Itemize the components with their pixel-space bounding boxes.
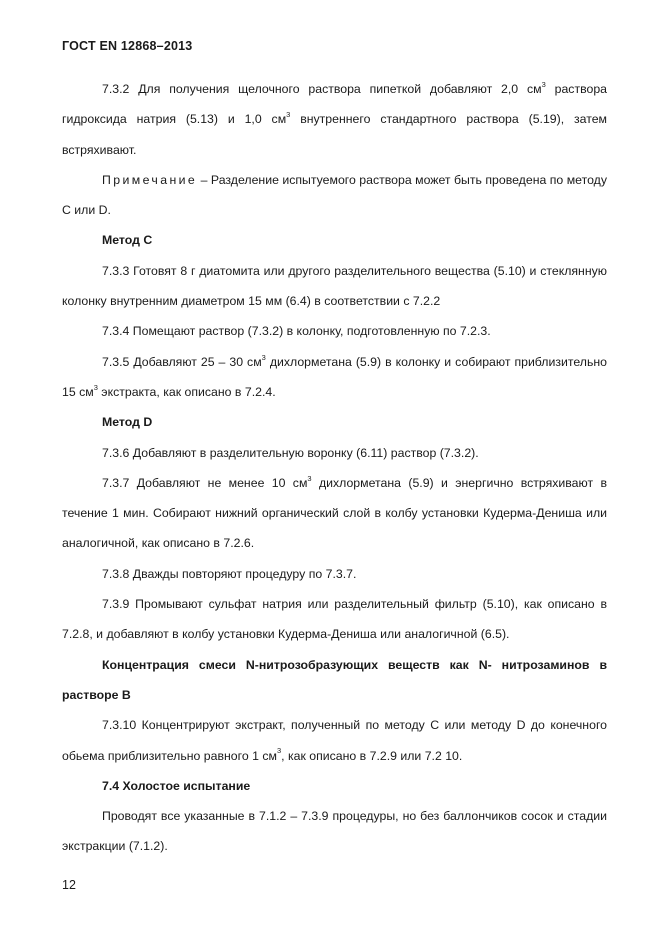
- heading-method-c: Метод C: [102, 233, 153, 248]
- document-header: ГОСТ EN 12868–2013: [62, 39, 193, 53]
- paragraph-7-3-10: 7.3.10 Концентрируют экстракт, полученный по методу C или методу D до конечного обьема приблизительно равного 1 $см^3$, как описано в 7.2.9 или 7.2 10.: [62, 718, 607, 763]
- heading-method-d: Метод D: [102, 415, 153, 430]
- paragraph-7-3-4: 7.3.4 Помещают раствор (7.3.2) в колонку, подготовленную по 7.2.3.: [102, 324, 491, 339]
- page-number: 12: [62, 878, 76, 892]
- paragraph-7-3-8: 7.3.8 Дважды повторяют процедуру по 7.3.7.: [102, 566, 357, 581]
- note-paragraph: Примечание – Разделение испытуемого раствора может быть проведена по методу C или D.: [62, 172, 607, 218]
- paragraph-7-3-7: 7.3.7 Добавляют не менее 10 $см^3$ дихлорметана (5.9) и энергично встряхивают в течение 1 мин. Собирают нижний органический слой в колбу установки Кудерма-Дениша или аналогичной, как описано в 7.2.6.: [62, 473, 607, 551]
- paragraph-7-3-2: 7.3.2 Для получения щелочного раствора пипеткой добавляют 2,0 $см^3$ раствора гидроксида натрия (5.13) и 1,0 $см^3$ внутреннего стандартного раствора (5.19), затем встряхивают.: [62, 79, 607, 157]
- heading-blank-test: 7.4 Холостое испытание: [102, 778, 251, 793]
- paragraph-7-3-9: 7.3.9 Промывают сульфат натрия или разделительный фильтр (5.10), как описано в 7.2.8, и добавляют в колбу установки Кудерма-Дениша или аналогичной (6.5).: [62, 597, 607, 642]
- paragraph-7-3-6: 7.3.6 Добавляют в разделительную воронку (6.11) раствор (7.3.2).: [102, 445, 479, 460]
- heading-concentration: Концентрация смеси N-нитрозобразующих веществ как N- нитрозаминов в растворе B: [62, 657, 607, 702]
- paragraph-7-3-5: 7.3.5 Добавляют 25 – 30 $см^3$ дихлорметана (5.9) в колонку и собирают приблизительно 15 $см^3$ экстракта, как описано в 7.2.4.: [62, 352, 607, 399]
- paragraph-7-4: Проводят все указанные в 7.1.2 – 7.3.9 процедуры, но без баллончиков сосок и стадии экстракции (7.1.2).: [62, 809, 607, 854]
- note-label: Примечание: [102, 172, 198, 187]
- paragraph-7-3-3: 7.3.3 Готовят 8 г диатомита или другого разделительного вещества (5.10) и стеклянную колонку внутренним диаметром 15 мм (6.4) в соответствии с 7.2.2: [62, 263, 607, 309]
- document-body: [62, 74, 607, 862]
